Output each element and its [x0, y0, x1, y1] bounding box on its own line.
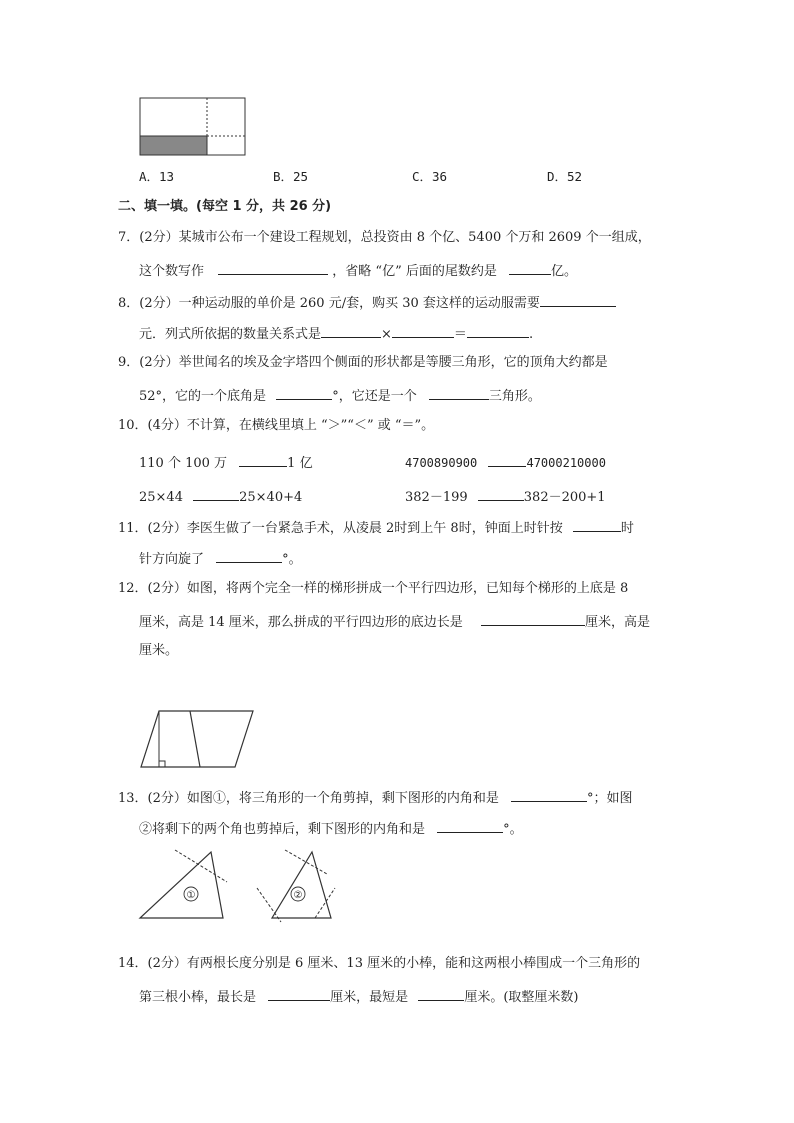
- q13-blank-1[interactable]: [511, 787, 587, 802]
- rectangle-shaded-figure: [139, 97, 249, 159]
- q11-text-a: 11．(2分）李医生做了一台紧急手术，从凌晨 2时到上午 8时，钟面上时针按: [118, 521, 563, 536]
- q14-text-c: 厘米。(取整厘米数): [464, 990, 579, 1005]
- q12-text-b: 厘米，高是: [584, 615, 650, 630]
- q8-blank-3[interactable]: [467, 323, 529, 338]
- q7-line1: 7．(2分）某城市公布一个建设工程规划，总投资由 8 个亿、5400 个万和 2609 个一组成，: [118, 230, 651, 245]
- q10-b-left: 4700890900: [405, 456, 478, 470]
- q10-a-right: 1 亿: [287, 456, 313, 471]
- q10-compare-d: [405, 486, 606, 507]
- q13-line1: [118, 787, 633, 808]
- q10-compare-a: [139, 452, 313, 473]
- q8-equals: ＝: [453, 327, 467, 342]
- q12-line1: 12．(2分）如图，将两个完全一样的梯形拼成一个平行四边形，已知每个梯形的上底是 8: [118, 581, 629, 596]
- q11-text-b: 时: [620, 521, 634, 536]
- q10-c-right: 25×40+4: [239, 490, 303, 505]
- q8-text: 8．(2分）一种运动服的单价是 260 元/套，购买 30 套这样的运动服需要: [118, 296, 540, 311]
- q10-c-left: 25×44: [139, 490, 183, 505]
- q7-line2: [139, 260, 577, 281]
- fig2-label: ②: [293, 890, 303, 901]
- q14-text-a: 第三根小棒，最长是: [139, 990, 257, 1005]
- q9-line2: [139, 385, 541, 406]
- section-title: 二、填一填。(每空 1 分，共 26 分): [118, 199, 332, 214]
- q9-line1: 9．(2分）举世闻名的埃及金字塔四个侧面的形状都是等腰三角形，它的顶角大约都是: [118, 355, 608, 370]
- q14-blank-max[interactable]: [268, 986, 330, 1001]
- q13-blank-2[interactable]: [437, 818, 503, 833]
- q12-blank-base[interactable]: [481, 611, 585, 626]
- q8-blank-1[interactable]: [321, 323, 381, 338]
- q14-line2: [139, 986, 578, 1007]
- q13-text-d: °。: [503, 822, 523, 837]
- q11-blank-degrees[interactable]: [216, 548, 282, 563]
- q10-line1: 10．(4分）不计算，在横线里填上 “＞”“＜” 或 “＝”。: [118, 418, 435, 433]
- q9-text-a: 52°，它的一个底角是: [139, 389, 267, 404]
- q7-text-a: 这个数写作: [139, 264, 205, 279]
- q10-compare-c: [139, 486, 302, 507]
- q10-b-right: 47000210000: [526, 456, 606, 470]
- q13-line2: [139, 818, 523, 839]
- option-a[interactable]: A．13: [139, 169, 175, 184]
- q14-text-b: 厘米，最短是: [330, 990, 409, 1005]
- q11-line1: [118, 517, 634, 538]
- q10-d-left: 382－199: [405, 490, 468, 505]
- q7-blank-number[interactable]: [218, 260, 328, 275]
- q7-text-c: 亿。: [551, 264, 578, 279]
- q8-text-a: 元．列式所依据的数量关系式是: [139, 327, 322, 342]
- q9-text-c: 三角形。: [488, 389, 541, 404]
- option-c[interactable]: C．36: [412, 169, 448, 184]
- q12-line2: [139, 611, 650, 632]
- q8-times: ×: [381, 327, 392, 342]
- q10-blank-c[interactable]: [193, 486, 239, 501]
- q8-period: .: [528, 327, 534, 342]
- q8-line1: [118, 292, 616, 313]
- q8-blank-2[interactable]: [392, 323, 454, 338]
- q9-text-b: °，它还是一个: [332, 389, 417, 404]
- q11-line2: [139, 548, 302, 569]
- q14-blank-min[interactable]: [418, 986, 464, 1001]
- q10-blank-d[interactable]: [478, 486, 524, 501]
- q7-blank-approx[interactable]: [509, 260, 551, 275]
- q14-line1: 14．(2分）有两根长度分别是 6 厘米、13 厘米的小棒，能和这两根小棒围成一个三角形的: [118, 956, 641, 971]
- q10-compare-b: [405, 452, 606, 472]
- q10-blank-a[interactable]: [239, 452, 287, 467]
- q10-blank-b[interactable]: [488, 452, 526, 467]
- q13-text-a: 13．(2分）如图①，将三角形的一个角剪掉，剩下图形的内角和是: [118, 791, 499, 806]
- parallelogram-trapezoids-figure: [139, 708, 259, 772]
- option-b[interactable]: B．25: [273, 169, 309, 184]
- q12-line3: 厘米。: [139, 643, 179, 658]
- q9-blank-type[interactable]: [429, 385, 489, 400]
- q13-text-c: ②将剩下的两个角也剪掉后，剩下图形的内角和是: [139, 822, 426, 837]
- q12-text-a: 厘米，高是 14 厘米，那么拼成的平行四边形的底边长是: [139, 615, 463, 630]
- q8-line2: [139, 323, 533, 344]
- q11-text-c: 针方向旋了: [139, 552, 205, 567]
- q8-blank-total[interactable]: [540, 292, 616, 307]
- q13-text-b: °；如图: [587, 791, 633, 806]
- q9-blank-angle[interactable]: [276, 385, 332, 400]
- triangle-figure-1: [139, 848, 239, 922]
- q7-text-b: ，省略 “亿” 后面的尾数约是: [332, 264, 497, 279]
- q10-a-left: 110 个 100 万: [139, 456, 228, 471]
- triangle-figure-2: [257, 848, 357, 922]
- option-d[interactable]: D．52: [547, 169, 583, 184]
- q10-d-right: 382－200+1: [523, 490, 606, 505]
- q11-text-d: °。: [282, 552, 302, 567]
- fig1-label: ①: [186, 890, 196, 901]
- q11-blank-direction[interactable]: [573, 517, 621, 532]
